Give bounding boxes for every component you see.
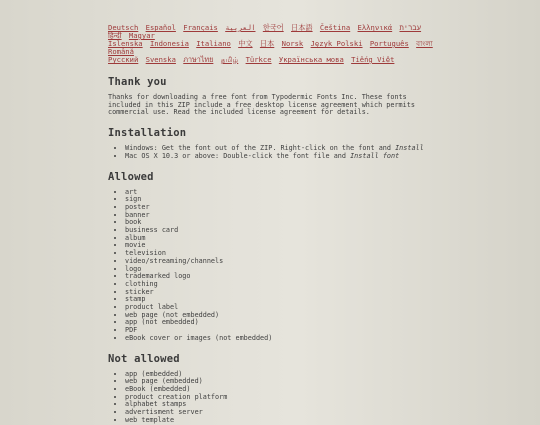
lang-link-greek[interactable]: Ελληνικά — [357, 23, 393, 32]
list-item: • stamp — [125, 296, 438, 304]
list-item: • clothing — [125, 281, 438, 289]
list-item: • app (embedded) — [125, 371, 438, 379]
allowed-list — [108, 189, 438, 343]
lang-link-polski[interactable]: Język Polski — [310, 39, 363, 48]
lang-link-svenska[interactable]: Svenska — [145, 55, 176, 64]
list-item: • sign — [125, 196, 438, 204]
list-item: • trademarked logo — [125, 273, 438, 281]
list-item: • app (not embedded) — [125, 319, 438, 327]
list-item: • poster — [125, 204, 438, 212]
lang-link-japanese-2[interactable]: 日本 — [259, 39, 275, 48]
list-item: • web page (embedded) — [125, 378, 438, 386]
list-item: • advertisment server — [125, 409, 438, 417]
lang-link-cestina[interactable]: Čeština — [319, 23, 351, 32]
lang-link-indonesia[interactable]: Indonesia — [149, 39, 189, 48]
allowed-heading: Allowed — [108, 170, 154, 183]
list-item: • alphabet stamps — [125, 401, 438, 409]
list-item: • video/streaming/channels — [125, 258, 438, 266]
lang-link-tamil[interactable]: தமிழ் — [220, 55, 239, 64]
not-allowed-heading: Not allowed — [108, 352, 180, 365]
lang-link-arabic[interactable]: العربية — [225, 23, 256, 32]
list-item: • web page (not embedded) — [125, 312, 438, 320]
installation-heading: Installation — [108, 127, 187, 140]
list-item: • album — [125, 235, 438, 243]
not-allowed-list — [108, 371, 438, 425]
language-links — [108, 24, 438, 64]
page-content — [108, 24, 438, 425]
thank-you-text: Thanks for downloading a free font from Typodermic Fonts Inc. These fonts included in this ZIP include a free desktop license agreement which permits commercial use. Read the included license agreement for details. — [108, 93, 415, 117]
install-step-mac: • Mac OS X 10.3 or above: Double-click the font file and Install font — [125, 153, 438, 161]
lang-link-espanol[interactable]: Español — [145, 23, 176, 32]
lang-link-ukrainian[interactable]: Українська мова — [278, 55, 344, 64]
lang-link-chinese[interactable]: 中文 — [238, 39, 253, 48]
lang-link-norsk[interactable]: Norsk — [281, 39, 304, 48]
list-item: • eBook (embedded) — [125, 386, 438, 394]
lang-link-italiano[interactable]: Italiano — [196, 39, 231, 48]
list-item: • product creation platform — [125, 394, 438, 402]
lang-link-vietnamese[interactable]: Tiếng Việt — [351, 55, 395, 64]
lang-link-japanese[interactable]: 日本語 — [291, 23, 313, 32]
lang-link-deutsch[interactable]: Deutsch — [108, 23, 139, 32]
list-item: • PDF — [125, 327, 438, 335]
lang-link-turkce[interactable]: Türkce — [245, 55, 272, 64]
lang-link-bengali[interactable]: বাংলা — [416, 39, 433, 48]
list-item: • logo — [125, 266, 438, 274]
list-item: • business card — [125, 227, 438, 235]
list-item: • product label — [125, 304, 438, 312]
list-item: • book — [125, 219, 438, 227]
lang-link-islenska[interactable]: Íslenska — [108, 39, 143, 48]
lang-link-korean[interactable]: 한국어 — [262, 23, 284, 32]
install-step-windows: • Windows: Get the font out of the ZIP. Right-click on the font and Install — [125, 145, 438, 153]
list-item: • web template — [125, 417, 438, 425]
lang-link-portugues[interactable]: Português — [369, 39, 409, 48]
lang-link-hindi[interactable]: हिन्दी — [108, 31, 122, 40]
list-item: • movie — [125, 242, 438, 250]
list-item: • eBook cover or images (not embedded) — [125, 335, 438, 343]
installation-list — [108, 145, 438, 160]
list-item: • television — [125, 250, 438, 258]
thank-you-heading: Thank you — [108, 76, 167, 88]
lang-link-magyar[interactable]: Magyar — [128, 31, 155, 40]
list-item: • sticker — [125, 289, 438, 297]
list-item: • art — [125, 189, 438, 197]
list-item: • banner — [125, 212, 438, 220]
lang-link-hebrew[interactable]: עברית — [399, 23, 422, 32]
lang-link-russian[interactable]: Русский — [108, 55, 139, 64]
lang-link-thai[interactable]: ภาษาไทย — [183, 55, 214, 64]
lang-link-francais[interactable]: Français — [183, 23, 218, 32]
lang-link-romana[interactable]: Română — [108, 47, 134, 56]
